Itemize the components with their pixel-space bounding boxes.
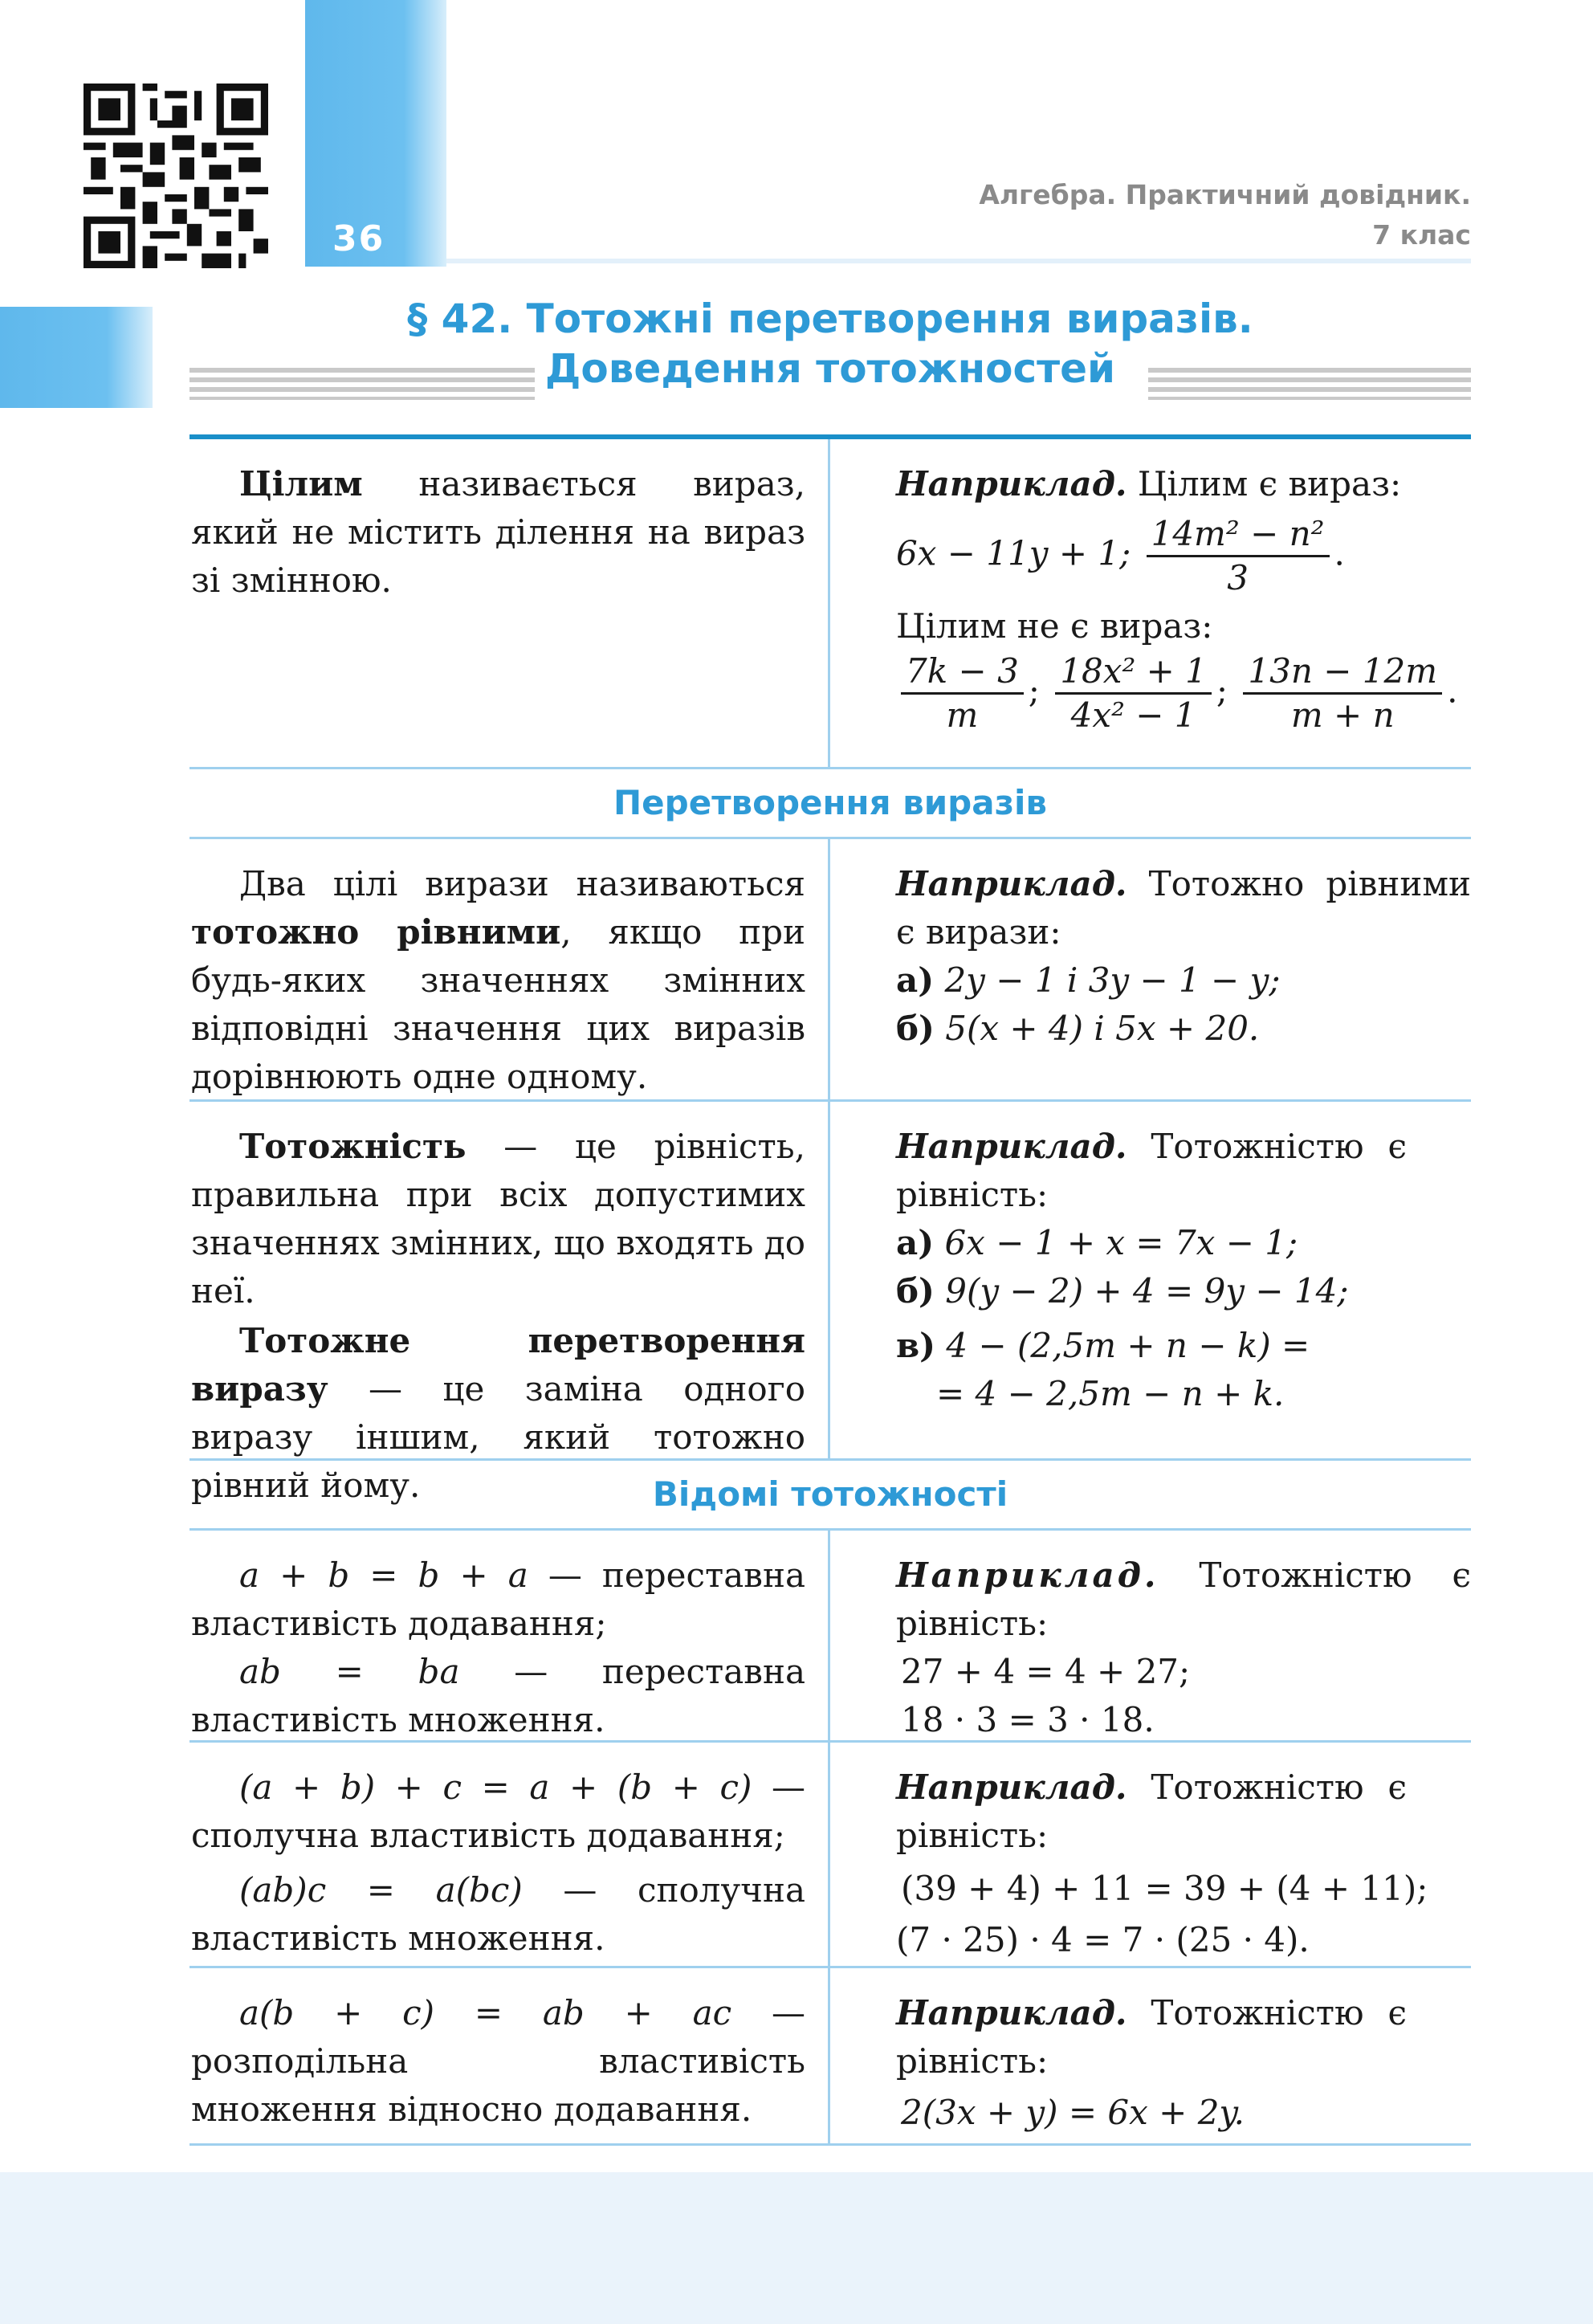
qr-code-icon (84, 84, 268, 268)
subsection-header: Відомі тотожності (189, 1461, 1471, 1531)
fraction-denominator: 3 (1227, 558, 1249, 597)
definition-text (191, 860, 805, 1101)
definition-text (191, 1123, 805, 1315)
item-label: в) (896, 1326, 936, 1365)
example-heading (896, 1551, 1471, 1648)
expression: 6x − 1 + x = 7x − 1; (934, 1223, 1298, 1262)
item-label: б) (896, 1271, 935, 1311)
definition-body: — сполучна властивість додавання; (191, 1767, 805, 1855)
definition-body: , якщо при будь-яких значеннях змінних відповідні значення цих виразів дорівнюють одне одному. (191, 912, 805, 1096)
fraction (1147, 513, 1330, 599)
table-row (189, 1968, 1471, 2146)
definition-body: — переставна властивість множення. (191, 1652, 805, 1739)
expression: 5(x + 4) і 5x + 20. (934, 1009, 1260, 1048)
page-number: 36 (332, 218, 385, 259)
section-title-line1: § 42. Тотожні перетворення виразів. (407, 296, 1253, 342)
example-heading (896, 460, 1471, 508)
table-row (189, 839, 1471, 1102)
example-expression: 27 + 4 = 4 + 27; (901, 1652, 1191, 1691)
example-cell (830, 1968, 1471, 2143)
subsection-header: Перетворення виразів (189, 769, 1471, 839)
example-text: Цілим є вираз: (1127, 464, 1402, 504)
definition-text (191, 1866, 805, 1963)
example-cell (830, 439, 1471, 767)
definition-cell (189, 1531, 830, 1740)
expression: 2y − 1 і 3y − 1 − y; (934, 960, 1281, 1000)
example-heading (896, 1989, 1471, 2085)
title-stripes-left (189, 368, 535, 400)
definition-body: — переставна властивість додавання; (191, 1555, 805, 1643)
fraction (1055, 650, 1212, 736)
example-expression: 18 · 3 = 3 · 18. (901, 1700, 1155, 1739)
header-divider (446, 259, 1471, 263)
example-cell (830, 1102, 1471, 1458)
definition-body: — це заміна одного виразу іншим, який тотожно рівний йому. (191, 1369, 805, 1505)
item-label: а) (896, 960, 935, 1000)
example-heading (896, 860, 1471, 956)
book-title-line1: Алгебра. Практичний довідник. (979, 179, 1471, 210)
term: Тотожне перетворення виразу (191, 1321, 805, 1409)
example-label: Наприклад. (896, 864, 1127, 903)
fraction-numerator: 14m² − n² (1147, 513, 1330, 557)
table-row (189, 439, 1471, 769)
table-row (189, 1743, 1471, 1968)
example-text: Тотожністю є рівність: (896, 1767, 1407, 1855)
example-text: Тотожністю є рівність: (896, 1555, 1471, 1643)
definition-body: Два цілі вирази називаються (239, 864, 805, 903)
term: Цілим (239, 464, 363, 504)
example-label: Наприклад. (896, 464, 1127, 504)
section-title-line2: Доведення тотожностей (544, 345, 1116, 392)
item-label: а) (896, 1223, 935, 1262)
definition-text (191, 1989, 805, 2134)
example-item (896, 956, 1471, 1005)
example-cell (830, 1531, 1471, 1740)
fraction-denominator: 4x² − 1 (1070, 695, 1196, 735)
definition-cell (189, 1102, 830, 1505)
example-label: Наприклад. (896, 1767, 1127, 1807)
definition-body: називається вираз, який не містить ділення на вираз зі змінною. (191, 464, 805, 600)
example-text: Тотожністю є рівність: (896, 1993, 1407, 2081)
example-text: Тотожністю є рівність: (896, 1127, 1407, 1214)
non-example-expressions: $\frac{7k - 3}{m}$ ; $\frac{\text{18x² + 1}}{\text{4x² − 1}}$ ; $\frac{13n - 12m}{m + n}$ . (896, 650, 1471, 736)
expression: (ab)c = a(bc) (239, 1870, 523, 1910)
non-example-heading: Цілим не є вираз: (896, 606, 1213, 646)
example-item (896, 1219, 1471, 1267)
definition-cell (189, 1968, 830, 2143)
fraction-denominator: m (946, 695, 979, 735)
example-label: Наприклад. (896, 1127, 1127, 1166)
example-heading (896, 1123, 1471, 1219)
definition-body: — розподільна властивість множення відносно додавання. (191, 1993, 805, 2129)
example-label: Наприклад. (896, 1993, 1127, 2032)
example-item (896, 1322, 1471, 1370)
fraction (1243, 650, 1442, 736)
fraction-numerator: 18x² + 1 (1055, 650, 1212, 695)
book-title (979, 175, 1471, 255)
definition-text (191, 1648, 805, 1744)
example-cell (830, 839, 1471, 1099)
example-item (896, 1005, 1471, 1053)
expression: 4 − (2,5m + n − k) = (935, 1326, 1310, 1365)
page-bottom-band (0, 2172, 1593, 2324)
example-label: Наприклад. (896, 1555, 1159, 1595)
example-item (896, 1267, 1471, 1315)
expression-continuation: = 4 − 2,5m − n + k. (936, 1374, 1285, 1413)
title-stripes-right (1148, 368, 1471, 400)
expression: a + b = b + a (239, 1555, 528, 1595)
example-text: Тотожно рівними є вирази: (896, 864, 1471, 952)
definition-cell (189, 1743, 830, 1966)
example-expressions: 6x − 11y + 1; $\frac{\text{14m² − n²}}{3}$ . (896, 514, 1345, 597)
expression: 6x − 11y + 1; (896, 533, 1131, 573)
example-heading (896, 1763, 1471, 1860)
term: Тотожність (239, 1127, 466, 1166)
expression: (a + b) + c = a + (b + c) (239, 1767, 752, 1807)
item-label: б) (896, 1009, 935, 1048)
definition-cell (189, 839, 830, 1099)
definition-text (191, 1551, 805, 1648)
definition-text (191, 460, 805, 605)
fraction-denominator: m + n (1290, 695, 1395, 735)
definition-cell (189, 439, 830, 767)
expression: 9(y − 2) + 4 = 9y − 14; (934, 1271, 1349, 1311)
example-expression: (7 · 25) · 4 = 7 · (25 · 4). (896, 1920, 1310, 1959)
side-tab (0, 307, 153, 408)
definition-text (191, 1763, 805, 1860)
fraction-numerator: 13n − 12m (1243, 650, 1442, 695)
example-expression: 2(3x + y) = 6x + 2y. (901, 2093, 1245, 2132)
book-title-line2: 7 клас (1372, 219, 1471, 251)
expression: a(b + c) = ab + ac (239, 1993, 732, 2032)
table-row (189, 1531, 1471, 1743)
definition-body: — це рівність, правильна при всіх допустимих значеннях змінних, що входять до неї. (191, 1127, 805, 1311)
expression: ab = ba (239, 1652, 460, 1691)
term: тотожно рівними (191, 912, 561, 952)
fraction (901, 650, 1024, 736)
fraction-numerator: 7k − 3 (901, 650, 1024, 695)
example-cell (830, 1743, 1471, 1966)
definition-body: — сполучна властивість множення. (191, 1870, 805, 1958)
example-expression: (39 + 4) + 11 = 39 + (4 + 11); (901, 1869, 1428, 1908)
